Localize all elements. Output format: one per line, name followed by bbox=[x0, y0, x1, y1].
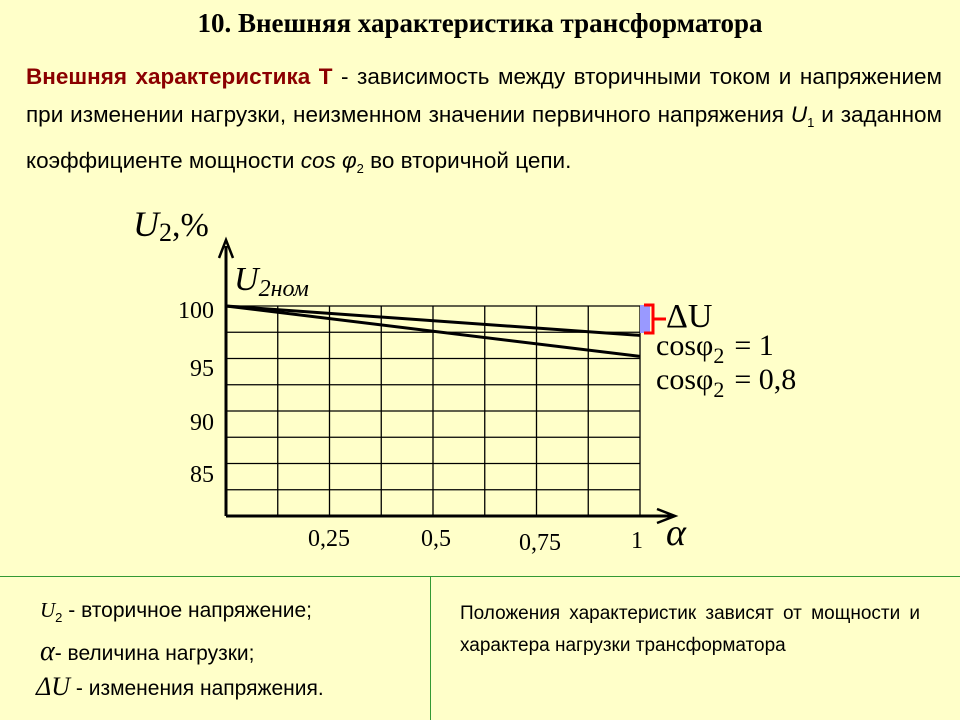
legend-delta-u-symbol: ΔU bbox=[36, 672, 71, 701]
legend-u2-subscript: 2 bbox=[55, 610, 63, 626]
bottom-vertical-divider bbox=[430, 577, 431, 720]
x-tick-label: 0,5 bbox=[421, 526, 451, 552]
x-tick-label: 0,75 bbox=[519, 530, 561, 556]
legend-u2-text: - вторичное напряжение; bbox=[62, 599, 312, 622]
x-tick-labels bbox=[308, 526, 643, 556]
note-text: Положения характеристик зависят от мощности и характера нагрузки трансформатора bbox=[460, 603, 920, 656]
u1-symbol: U bbox=[790, 102, 808, 127]
y-tick-label: 100 bbox=[178, 298, 214, 324]
u1-subscript: 1 bbox=[807, 115, 815, 130]
x-tick-label: 1 bbox=[631, 528, 643, 554]
legend-delta-u bbox=[36, 672, 324, 702]
bottom-separator bbox=[0, 576, 960, 577]
y-axis-label: U2,% bbox=[133, 204, 209, 247]
definition-text-3: во вторичной цепи. bbox=[363, 148, 572, 173]
series-label-cos08: cosφ$_2$ = 0,8 bbox=[656, 363, 797, 402]
cos-phi-subscript: 2 bbox=[356, 161, 364, 176]
legend-alpha-symbol: α bbox=[40, 636, 55, 667]
y-tick-labels bbox=[178, 298, 214, 488]
definition-text-1: - зависимость между вторичными током и напряжением при изменении нагрузки, неизменном значении первичного напряжения bbox=[26, 64, 943, 127]
legend-alpha bbox=[40, 636, 254, 668]
cos-phi-symbol: cos φ bbox=[300, 148, 357, 173]
y-tick-label: 95 bbox=[190, 356, 214, 382]
legend-u2-symbol: U bbox=[40, 598, 56, 622]
slide-title: 10. Внешняя характеристика трансформатора bbox=[197, 8, 763, 38]
legend-alpha-text: - величина нагрузки; bbox=[54, 642, 255, 665]
delta-u-region bbox=[640, 305, 650, 333]
series-label-cos1: cosφ$_2$ = 1 bbox=[656, 329, 774, 368]
x-axis-label: α bbox=[666, 512, 686, 554]
delta-u-label: ΔU bbox=[666, 298, 713, 335]
x-tick-label: 0,25 bbox=[308, 526, 350, 552]
nominal-voltage-label: U2ном bbox=[234, 261, 309, 302]
y-tick-label: 90 bbox=[190, 410, 214, 436]
legend-delta-u-text: - изменения напряжения. bbox=[70, 677, 324, 700]
y-tick-label: 85 bbox=[190, 462, 214, 488]
definition-text-2: и заданном коэффициенте мощности bbox=[26, 102, 942, 173]
chart-grid bbox=[226, 306, 640, 516]
definition-highlight: Внешняя характеристика Т bbox=[26, 64, 333, 89]
legend-u2 bbox=[40, 598, 312, 625]
